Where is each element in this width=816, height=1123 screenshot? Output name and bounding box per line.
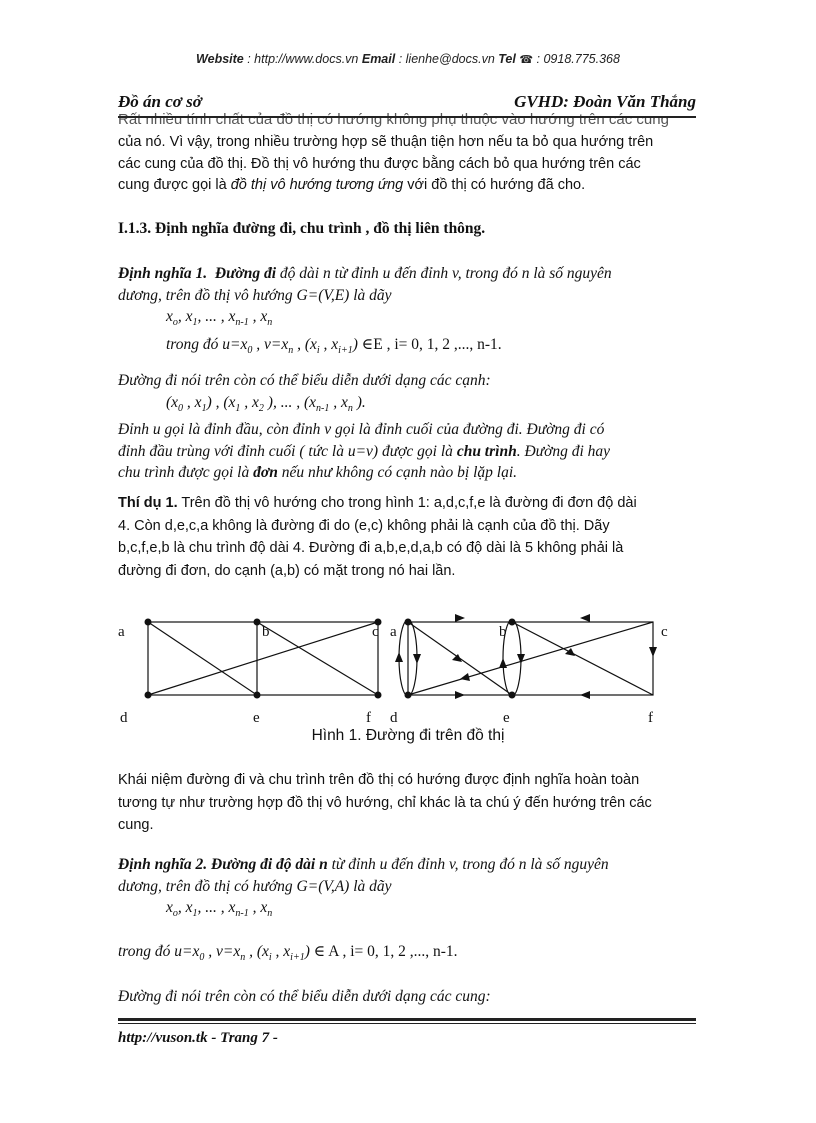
def1-line: Định nghĩa 1. Đường đi độ dài n từ đỉnh u đến đỉnh v, trong đó n là số nguyên xyxy=(118,265,612,282)
def1-term: Đường đi xyxy=(214,265,277,282)
example-1 xyxy=(118,492,698,582)
overlapped-text-line: Rất nhiều tính chất của đồ thị có hướng không phụ thuộc vào hướng trên các cung xyxy=(118,111,669,127)
footer-page-info[interactable]: http://vuson.tk - Trang 7 - xyxy=(118,1030,278,1046)
arrow-c-b xyxy=(580,614,590,622)
header-advisor: GVHD: Đoàn Văn Thắng xyxy=(514,92,696,111)
vertex-b xyxy=(254,619,261,626)
label-a: a xyxy=(118,624,125,640)
example-line: Thí dụ 1. Trên đồ thị vô hướng cho trong hình 1: a,d,c,f,e là đường đi đơn độ dài xyxy=(118,495,637,511)
para-line: tương tự như trường hợp đồ thị vô hướng, chỉ khác là ta chú ý đến hướng trên các xyxy=(118,794,652,811)
website-url[interactable]: : http://www.docs.vn xyxy=(243,52,362,66)
arrow-e-d xyxy=(455,691,465,699)
example-label: Thí dụ 1. xyxy=(118,495,178,511)
label-b-directed: b xyxy=(499,624,507,640)
arrow-d-c xyxy=(460,673,470,681)
label-c-directed: c xyxy=(661,624,668,640)
website-label: Website xyxy=(196,52,244,66)
vertex-d xyxy=(145,692,152,699)
footer-rule-thin xyxy=(118,1023,696,1024)
vertex-a-directed xyxy=(405,619,412,626)
email-address[interactable]: : lienhe@docs.vn xyxy=(395,52,499,66)
definition-1-edges xyxy=(118,370,698,484)
example-line: đường đi đơn, do cạnh (a,b) có mặt trong nó hai lần. xyxy=(118,562,456,579)
arc-d-c xyxy=(408,622,653,695)
def2-line: dương, trên đồ thị có hướng G=(V,A) là dãy xyxy=(118,877,392,895)
label-b: b xyxy=(262,624,270,640)
vertex-e-directed xyxy=(509,692,516,699)
label-a-directed: a xyxy=(390,624,397,640)
arrow-a-e xyxy=(452,654,462,662)
footer-rule xyxy=(118,1018,696,1021)
def1-line: dương, trên đồ thị vô hướng G=(V,E) là dãy xyxy=(118,286,392,304)
vertex-a xyxy=(145,619,152,626)
arrow-a-d xyxy=(413,654,421,664)
def2-sequence: $x_o$, $x_1$, ... , $x_{n-1}$ , $x_n$ xyxy=(166,899,273,920)
section-heading: I.1.3. Định nghĩa đường đi, chu trình , đồ thị liên thông. xyxy=(118,220,486,237)
arrow-e-b xyxy=(499,658,507,668)
def1-desc-line: đỉnh đầu trùng với đỉnh cuối ( tức là u=v) được gọi là chu trình. Đường đi hay xyxy=(118,442,611,460)
def2-label: Định nghĩa 2. Đường đi độ dài n xyxy=(118,856,328,873)
intro-line: cung được gọi là đồ thị vô hướng tương ứng với đồ thị có hướng đã cho. xyxy=(118,177,586,193)
intro-line: các cung của đồ thị. Đồ thị vô hướng thu được bằng cách bỏ qua hướng trên các xyxy=(118,155,641,172)
figure-caption: Hình 1. Đường đi trên đồ thị xyxy=(311,727,505,744)
label-d: d xyxy=(120,710,128,726)
example-line: b,c,f,e,b là chu trình độ dài 4. Đường đi a,b,e,d,a,b có độ dài là 5 không phải là xyxy=(118,540,624,556)
tel-label: Tel xyxy=(498,52,516,66)
graph-figure xyxy=(110,612,700,727)
definition-1 xyxy=(118,263,698,361)
def1-desc-line: Đỉnh u gọi là đỉnh đầu, còn đỉnh v gọi là đỉnh cuối của đường đi. Đường đi có xyxy=(118,421,605,439)
def1-condition: trong đó $u=x_0$ , $v=x_n$ , ($x_i$ , $x_{i+1}$) ∈E , i= 0, 1, 2 ,..., n-1. xyxy=(166,335,502,356)
label-f-directed: f xyxy=(648,710,653,726)
def2-condition: trong đó $u=x_0$ , $v=x_n$ , ($x_i$ , $x_{i+1}$) ∈ A , i= 0, 1, 2 ,..., n-1. xyxy=(118,943,458,964)
label-d-directed: d xyxy=(390,710,398,726)
definition-2 xyxy=(118,854,698,925)
def1-desc-line: chu trình được gọi là đơn nếu như không có cạnh nào bị lặp lại. xyxy=(118,464,518,482)
intro-paragraph xyxy=(118,132,698,197)
arrow-c-f xyxy=(649,647,657,657)
email-label: Email xyxy=(361,52,396,66)
def2-line: Định nghĩa 2. Đường đi độ dài n từ đỉnh u đến đỉnh v, trong đó n là số nguyên xyxy=(118,856,609,873)
label-c: c xyxy=(372,624,379,640)
arrow-a-b xyxy=(455,614,465,622)
phone-icon: ☎ xyxy=(519,54,534,66)
edges-sequence: ($x_0$ , $x_1$) , ($x_1$ , $x_2$ ), ... , ($x_{n-1}$ , $x_n$ ). xyxy=(166,393,366,414)
label-e-directed: e xyxy=(503,710,510,726)
term-cycle: chu trình xyxy=(456,442,517,460)
intro-line: của nó. Vì vậy, trong nhiều trường hợp sẽ thuận tiện hơn nếu ta bỏ qua hướng trên xyxy=(118,134,654,150)
header-rule xyxy=(118,116,696,118)
para-line: Khái niệm đường đi và chu trình trên đồ thị có hướng được định nghĩa hoàn toàn xyxy=(118,772,640,788)
arrow-d-a xyxy=(395,652,403,662)
label-e: e xyxy=(253,710,260,726)
vertex-f xyxy=(375,692,382,699)
example-line: 4. Còn d,e,c,a không là đường đi do (e,c) không phải là cạnh của đồ thị. Dãy xyxy=(118,517,610,534)
arrow-b-f xyxy=(565,648,575,656)
edge-a-e xyxy=(148,622,257,695)
top-banner xyxy=(0,52,816,66)
def1-sequence: $x_o$, $x_1$, ... , $x_{n-1}$ , $x_n$ xyxy=(166,308,273,329)
edge-b-f xyxy=(257,622,378,695)
label-f: f xyxy=(366,710,371,726)
def2-arcs-intro: Đường đi nói trên còn có thể biểu diễn dưới dạng các cung: xyxy=(118,988,491,1005)
term-simple: đơn xyxy=(253,464,278,482)
vertex-e xyxy=(254,692,261,699)
def1-label: Định nghĩa 1. xyxy=(118,265,208,282)
arc-b-f xyxy=(512,622,653,695)
edges-intro: Đường đi nói trên còn có thể biểu diễn dưới dạng các cạnh: xyxy=(118,372,491,389)
term-emphasis: đồ thị vô hướng tương ứng xyxy=(230,177,404,193)
vertex-b-directed xyxy=(509,619,516,626)
para-line: cung. xyxy=(118,817,154,833)
arrow-f-e xyxy=(580,691,590,699)
vertex-d-directed xyxy=(405,692,412,699)
header-title: Đồ án cơ sở xyxy=(118,92,202,111)
paragraph-directed xyxy=(118,769,698,837)
tel-number: : 0918.775.368 xyxy=(533,52,620,66)
